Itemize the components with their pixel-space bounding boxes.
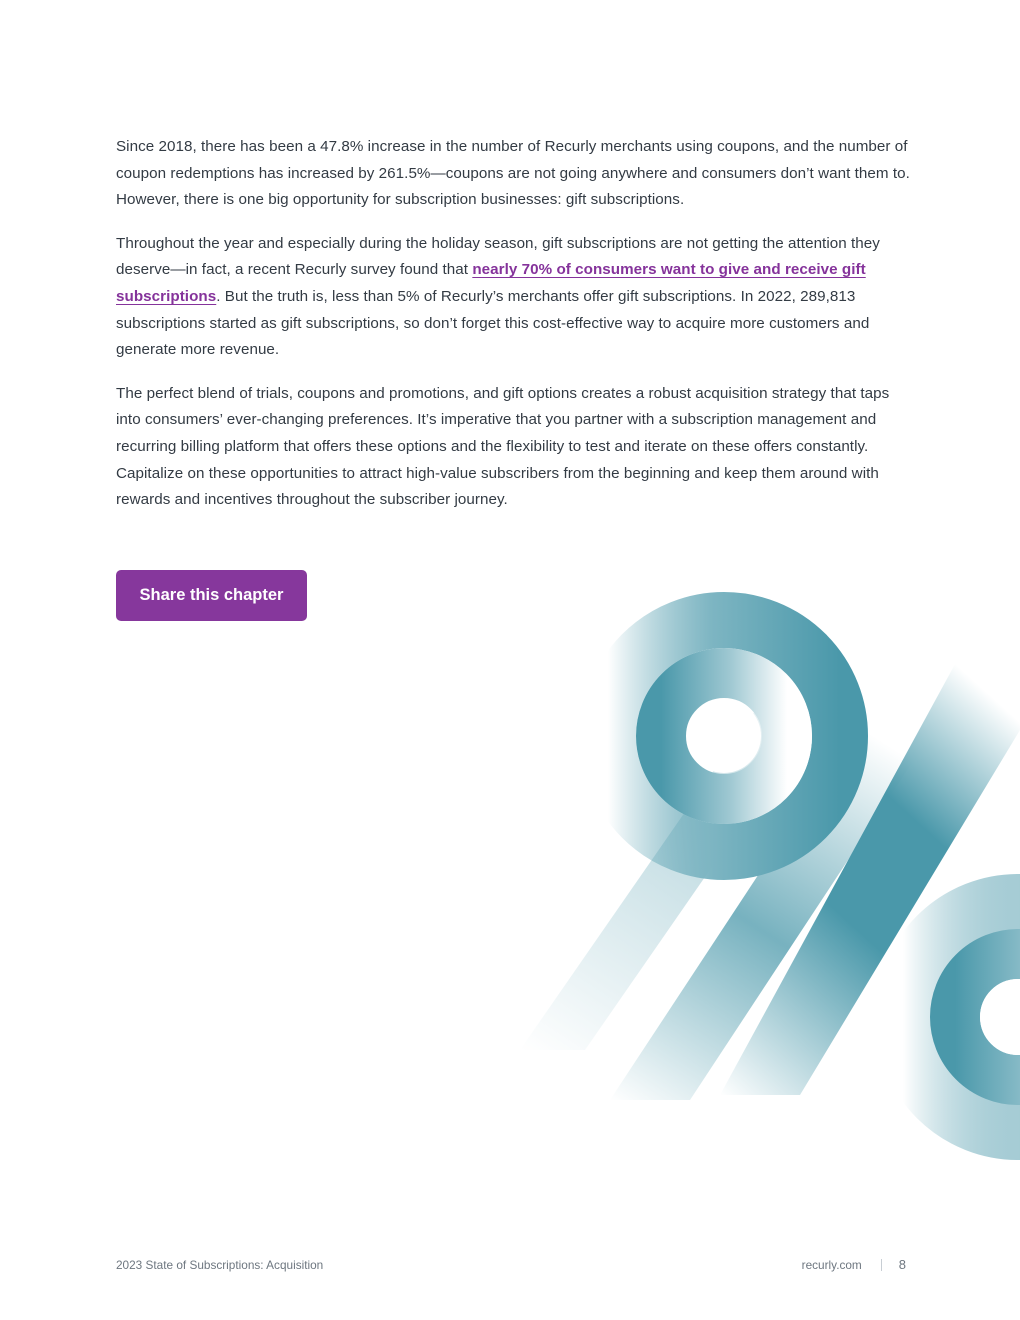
paragraph-coupons: Since 2018, there has been a 47.8% increase in the number of Recurly merchants using coupons, and the number of coupon redemptions has increased by 261.5%—coupons are not going anywhere and consumers don’t want them to. However, there is one big opportunity for subscription businesses: gift subscriptions. xyxy=(116,138,910,209)
survey-link[interactable]: nearly 70% of consumers want to give and receive gift subscriptions xyxy=(116,261,866,306)
footer-document-title: 2023 State of Subscriptions: Acquisition xyxy=(116,1258,324,1272)
top-ring-hole xyxy=(687,699,761,773)
footer-divider xyxy=(881,1259,882,1271)
footer-right xyxy=(802,1257,906,1272)
paragraph-text-before-link: Throughout the year and especially during the holiday season, gift subscriptions are not getting the attention they deserve—in fact, a recent Recurly survey found that xyxy=(116,234,880,279)
paragraph-text-after-link: . But the truth is, less than 5% of Recurly’s merchants offer gift subscriptions. In 2022, 289,813 subscriptions started as gift subscriptions, so don’t forget this cost-effective way to acquire more customers and generate more revenue. xyxy=(116,288,870,359)
percent-sign-graphic xyxy=(500,580,1020,1180)
share-chapter-button[interactable]: Share this chapter xyxy=(116,570,307,621)
page-number: 8 xyxy=(898,1257,906,1272)
paragraph-strategy: The perfect blend of trials, coupons and promotions, and gift options creates a robust acquisition strategy that taps into consumers’ ever-changing preferences. It’s imperative that you partner with a subscription management and recurring billing platform that offers these options and the flexibility to test and iterate on these offers constantly. Capitalize on these opportunities to attract high-value subscribers from the beginning and keep them around with rewards and incentives throughout the subscriber journey. xyxy=(116,384,890,509)
paragraph-gift-subscriptions xyxy=(116,231,916,365)
body-text xyxy=(116,134,916,531)
footer-site-link[interactable]: recurly.com xyxy=(801,1257,862,1272)
